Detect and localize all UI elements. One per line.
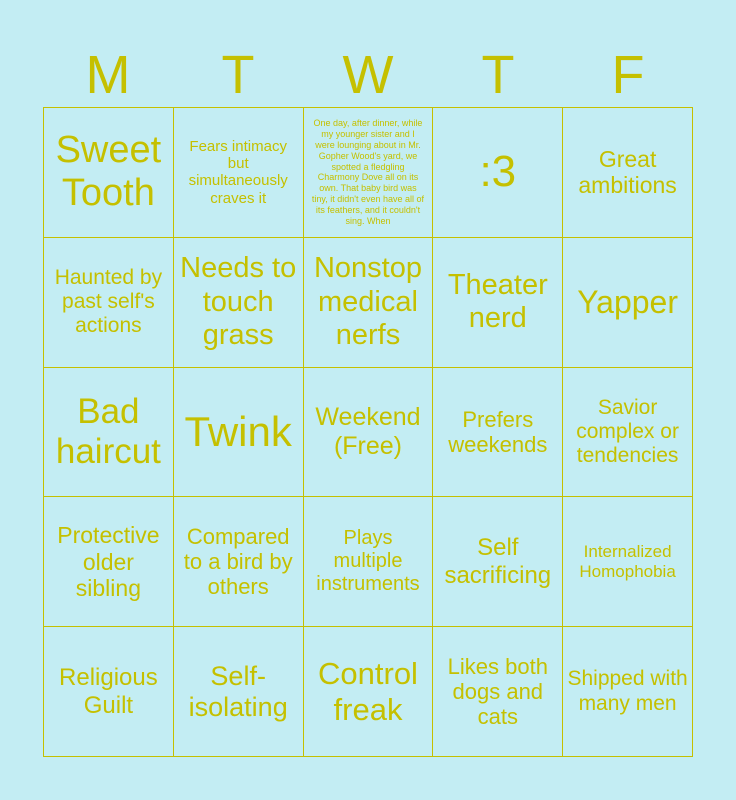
bingo-cell[interactable]	[44, 108, 174, 238]
cell-text: Prefers weekends	[448, 406, 548, 457]
bingo-cell[interactable]	[44, 368, 174, 498]
bingo-cell[interactable]	[44, 238, 174, 368]
cell-text: Fears intimacy but simultaneously craves it	[188, 137, 288, 207]
cell-text: Self-isolating	[188, 660, 288, 722]
cell-text: Savior complex or tendencies	[576, 395, 679, 468]
cell-text: Plays multiple instruments	[316, 527, 420, 596]
cell-text: Self sacrificing	[444, 534, 552, 589]
cell-text: One day, after dinner, while my younger sister and I were lounging about in Mr. Gopher Wood's yard, we spotted a fledgling Charmony Dove all on its own. That baby bird was tiny, it didn't even have all of its feathers, and it couldn't sing. When	[311, 118, 425, 226]
cell-text: Weekend (Free)	[315, 403, 421, 460]
cell-text: Likes both dogs and cats	[447, 653, 548, 730]
bingo-cell[interactable]	[174, 108, 304, 238]
bingo-cell[interactable]	[563, 238, 693, 368]
bingo-cell[interactable]	[433, 238, 563, 368]
bingo-cell[interactable]	[304, 238, 434, 368]
cell-text: Compared to a bird by others	[183, 523, 293, 600]
bingo-cell[interactable]	[563, 108, 693, 238]
cell-text: Nonstop medical nerfs	[313, 252, 422, 351]
cell-text: Control freak	[318, 655, 418, 727]
cell-text: Theater nerd	[447, 268, 548, 335]
header-letter-t: T	[221, 45, 255, 105]
bingo-cell[interactable]	[433, 108, 563, 238]
bingo-cell[interactable]	[304, 627, 434, 757]
header-letter-f: F	[611, 45, 645, 105]
bingo-cell[interactable]	[44, 627, 174, 757]
cell-text: Internalized Homophobia	[579, 542, 676, 581]
bingo-cell[interactable]	[304, 108, 434, 238]
bingo-cell[interactable]	[174, 238, 304, 368]
bingo-cell[interactable]	[433, 627, 563, 757]
bingo-cell[interactable]	[304, 368, 434, 498]
header-letter-m: M	[85, 45, 131, 105]
bingo-cell[interactable]	[174, 497, 304, 627]
cell-text: Sweet Tooth	[55, 128, 162, 215]
cell-text: Religious Guilt	[59, 664, 158, 719]
bingo-cell[interactable]	[563, 368, 693, 498]
cell-text: Protective older sibling	[57, 522, 160, 601]
cell-text: Shipped with many men	[567, 667, 688, 715]
cell-text: Great ambitions	[578, 145, 677, 199]
bingo-cell[interactable]	[304, 497, 434, 627]
cell-text: Yapper	[577, 283, 678, 320]
cell-text: Bad haircut	[55, 391, 161, 471]
cell-text: Twink	[184, 407, 292, 455]
bingo-cell[interactable]	[433, 368, 563, 498]
bingo-cell[interactable]	[174, 627, 304, 757]
cell-text: Haunted by past self's actions	[54, 265, 163, 338]
header-letter-t-2: T	[481, 45, 515, 105]
bingo-cell[interactable]	[44, 497, 174, 627]
header-letter-w: W	[342, 45, 394, 105]
bingo-cell[interactable]	[563, 627, 693, 757]
bingo-header	[43, 44, 693, 106]
cell-text: :3	[479, 147, 517, 197]
bingo-cell[interactable]	[174, 368, 304, 498]
bingo-cell[interactable]	[563, 497, 693, 627]
bingo-cell[interactable]	[433, 497, 563, 627]
bingo-board	[43, 107, 693, 757]
cell-text: Needs to touch grass	[180, 252, 297, 351]
